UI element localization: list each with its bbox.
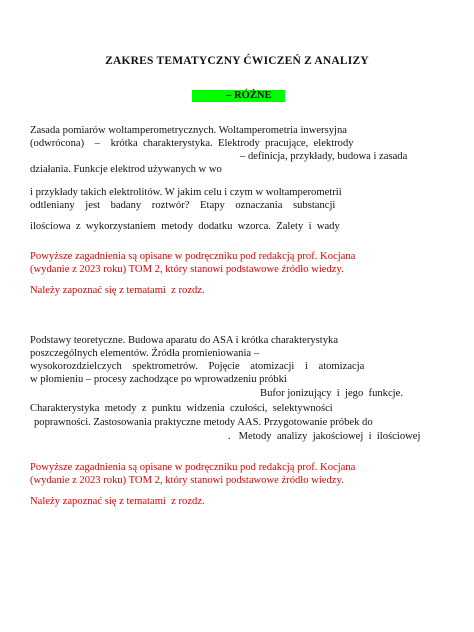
section2-line-6: Charakterystyka metody z punktu widzenia czułości, selektywności: [30, 403, 333, 414]
section2-line-1: Podstawy teoretyczne. Budowa aparatu do ASA i krótka charakterystyka: [30, 335, 339, 346]
section1-line-7: ilościowa z wykorzystaniem metody dodatku wzorca. Zalety i wady: [30, 221, 340, 232]
section1-line-2: (odwrócona) – krótka charakterystyka. Elektrody pracujące, elektrody: [30, 138, 354, 149]
section1-line-5: i przykłady takich elektrolitów. W jakim celu i czym w woltamperometrii: [30, 187, 342, 198]
note1-line-2: (wydanie z 2023 roku) TOM 2, który stanowi podstawowe źródło wiedzy.: [30, 264, 344, 275]
note2-line-3: Należy zapoznać się z tematami z rozdz.: [30, 496, 205, 507]
note1-line-1: Powyższe zagadnienia są opisane w podręczniku pod redakcją prof. Kocjana: [30, 251, 356, 262]
section2-line-2: poszczególnych elementów. Źródła promieniowania –: [30, 348, 260, 359]
section1-line-1: Zasada pomiarów woltamperometrycznych. Woltamperometria inwersyjna: [30, 125, 347, 136]
section1-line-3: – definicja, przykłady, budowa i zasada: [240, 151, 408, 162]
document-title: ZAKRES TEMATYCZNY ĆWICZEŃ Z ANALIZY: [105, 55, 369, 67]
note2-line-2: (wydanie z 2023 roku) TOM 2, który stanowi podstawowe źródło wiedzy.: [30, 475, 344, 486]
section1-line-4: działania. Funkcje elektrod używanych w wo: [30, 164, 222, 175]
section-label: – RÓŻNE: [226, 90, 272, 101]
section2-line-8: . Metody analizy jakościowej i ilościowej: [228, 431, 421, 442]
note1-line-3: Należy zapoznać się z tematami z rozdz.: [30, 285, 205, 296]
section2-line-3: wysokorozdzielczych spektrometrów. Pojęcie atomizacji i atomizacja: [30, 361, 365, 372]
note2-line-1: Powyższe zagadnienia są opisane w podręczniku pod redakcją prof. Kocjana: [30, 462, 356, 473]
section2-line-4: w płomieniu – procesy zachodzące po wprowadzeniu próbki: [30, 374, 287, 385]
section2-line-5: Bufor jonizujący i jego funkcje.: [260, 388, 403, 399]
section1-line-6: odtleniany jest badany roztwór? Etapy oznaczania substancji: [30, 200, 336, 211]
section2-line-7: poprawności. Zastosowania praktyczne metody AAS. Przygotowanie próbek do: [34, 417, 373, 428]
